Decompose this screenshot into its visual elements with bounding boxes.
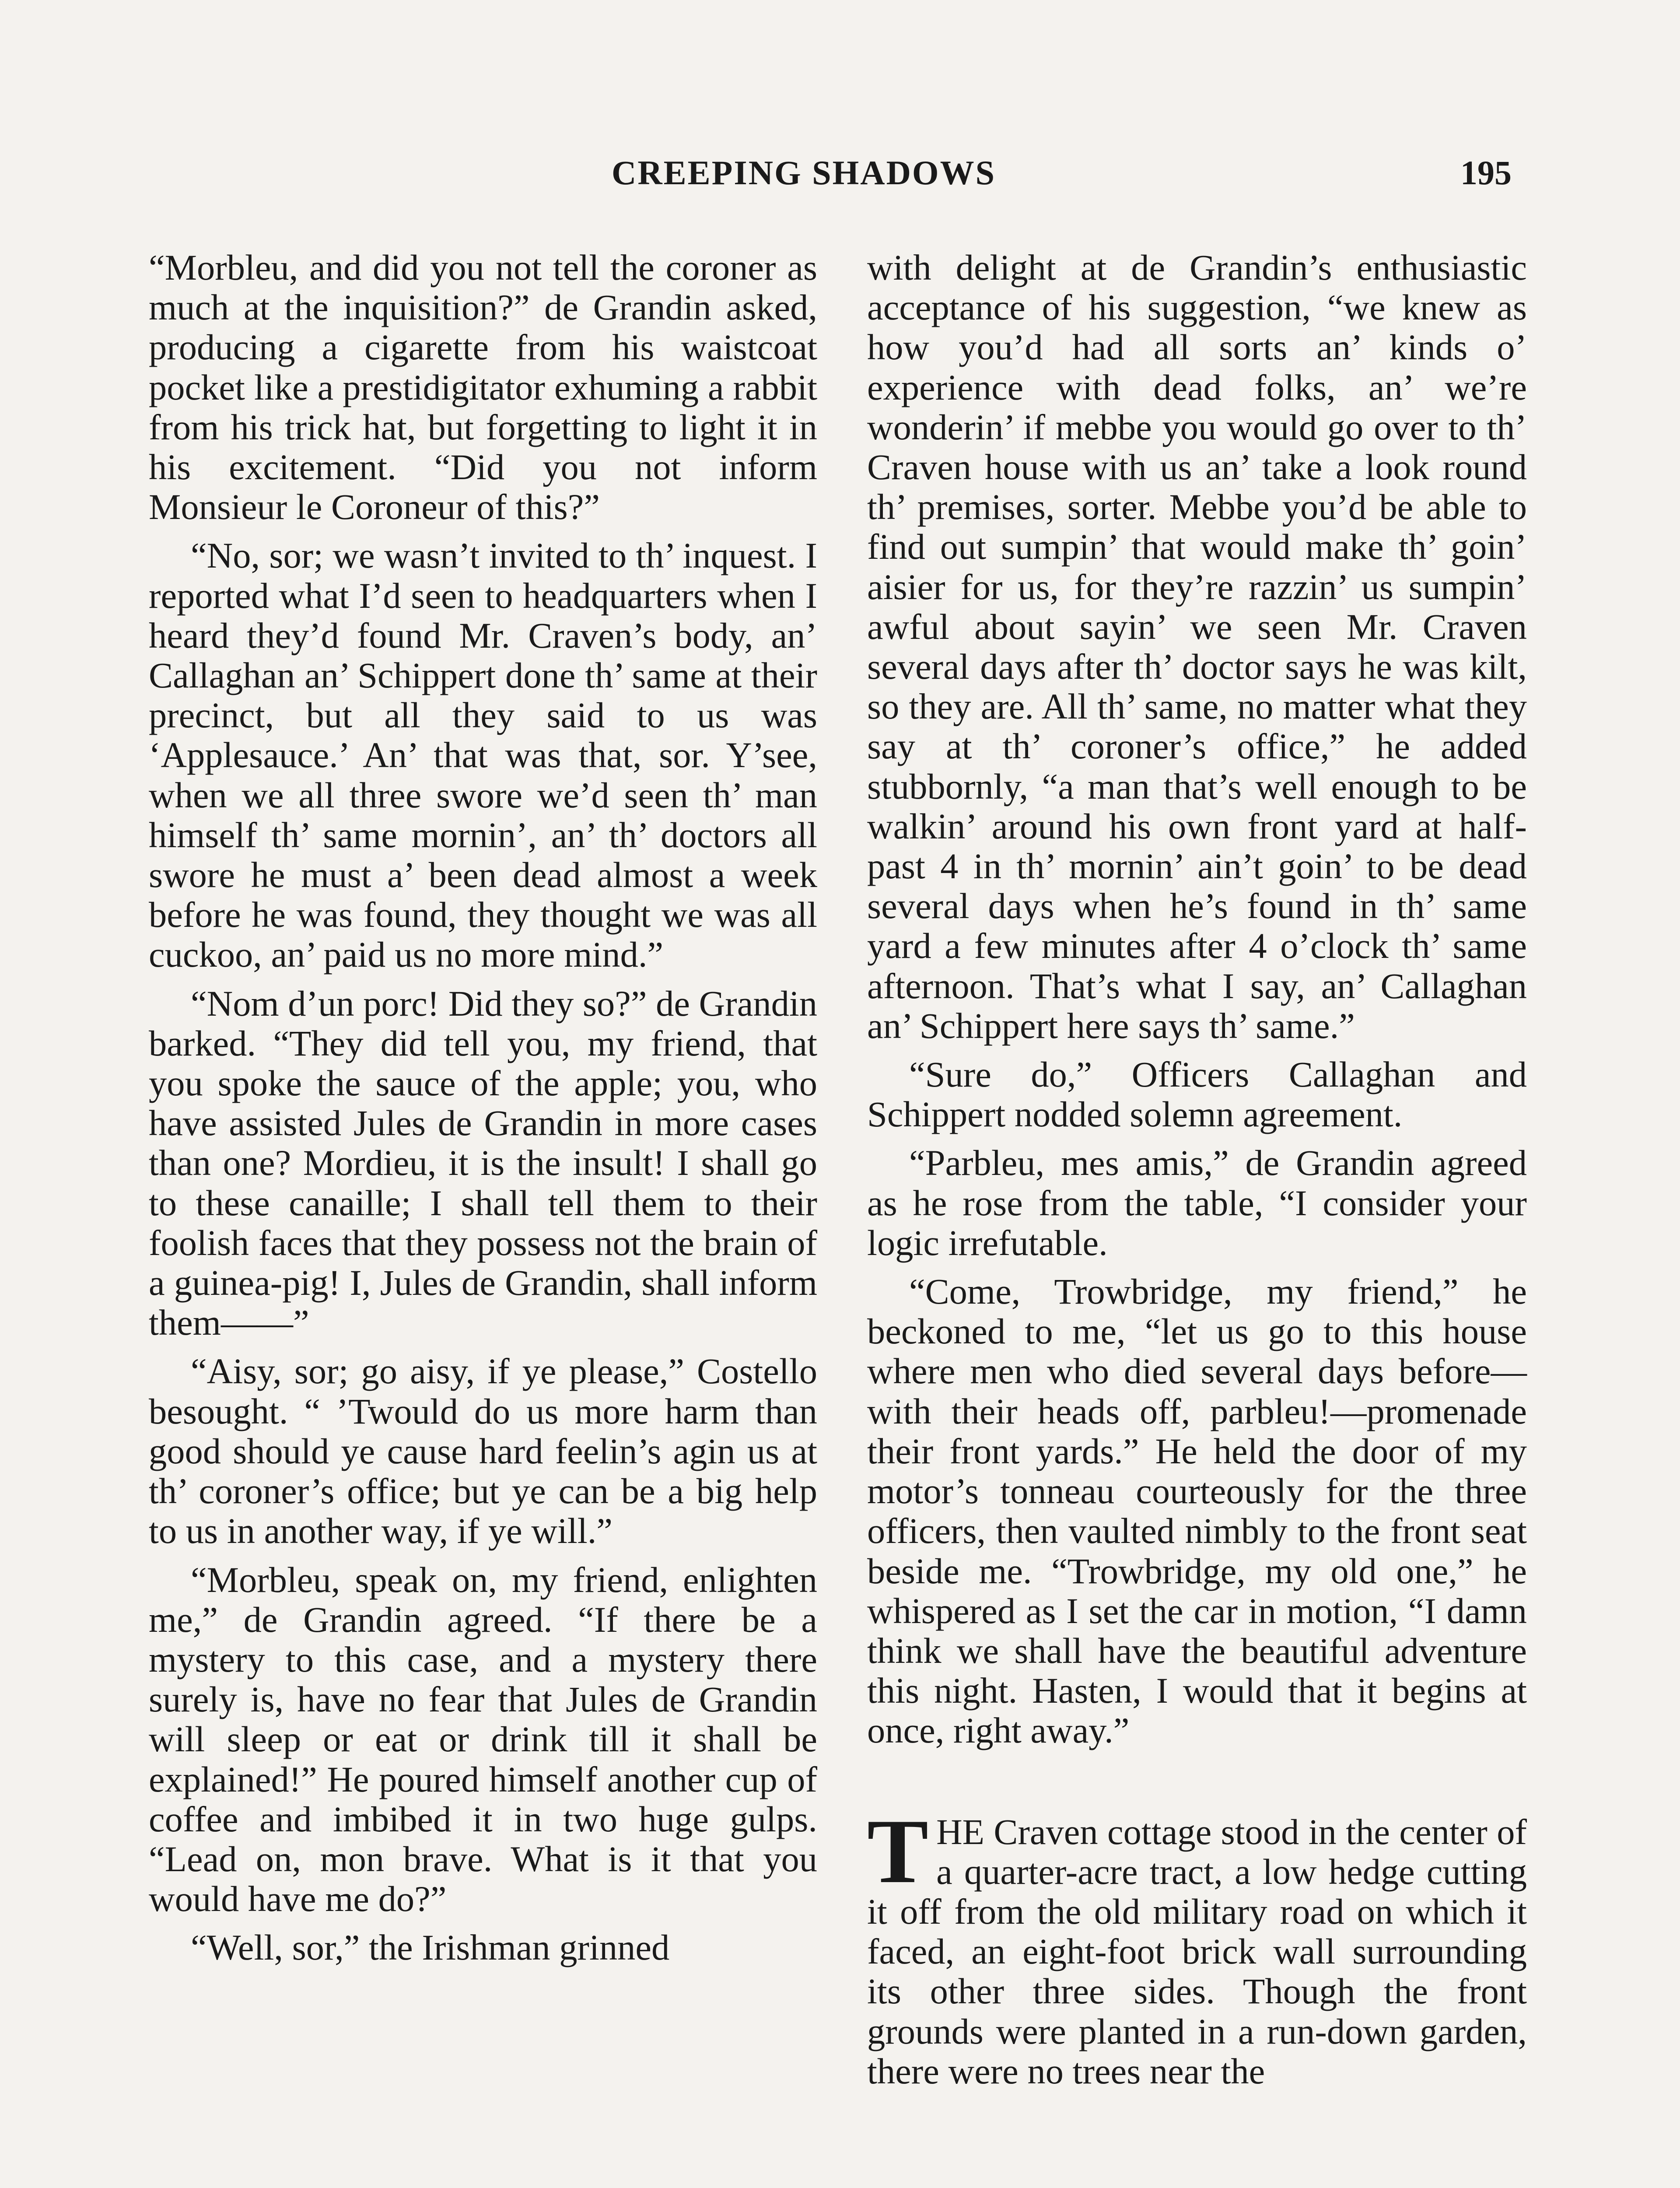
running-title: CREEPING SHADOWS: [612, 154, 996, 192]
paragraph: “Well, sor,” the Irishman grinned: [191, 1927, 670, 1968]
section-break: [867, 1760, 1527, 1812]
paragraph: “Morbleu, speak on, my friend, enlighten me,” de Grandin agreed. “If there be a mystery to this case, and a mystery there surely is, have no fear that Jules de Grandin will sleep or eat or drink till it shall be explained!” He poured himself another cup of coffee and imbibed it in two huge gulps. “Lead on, mon brave. What is it that you would have me do?”: [149, 1559, 817, 1919]
section-opening-paragraph: [867, 1800, 1527, 2091]
paragraph: “Sure do,” Officers Callaghan and Schippert nodded solemn agreement.: [867, 1054, 1527, 1135]
paragraph: “Parbleu, mes amis,” de Grandin agreed as he rose from the table, “I consider your logic irrefutable.: [867, 1143, 1527, 1263]
paragraph: “Morbleu, and did you not tell the coroner as much at the inquisition?” de Grandin asked, producing a cigarette from his waistcoat pocket like a prestidigitator exhuming a rabbit from his trick hat, but forgetting to light it in his excitement. “Did you not inform Monsieur le Coroneur of this?”: [149, 247, 817, 527]
paragraph: “Aisy, sor; go aisy, if ye please,” Costello besought. “ ’Twould do us more harm than good should ye cause hard feelin’s agin us at th’ coroner’s office; but ye can be a big help to us in another way, if ye will.”: [149, 1351, 817, 1551]
paragraph-text: Craven cottage stood in the center of a quarter-acre tract, a low hedge cutting it off from the old military road on which it faced, an eight-foot brick wall surrounding its other three sides. Though the front grounds were planted in a run-down garden, there were no trees near the: [867, 1811, 1527, 2091]
drop-cap: T: [867, 1800, 929, 1902]
right-column: [867, 248, 1527, 2100]
paragraph: “Nom d’un porc! Did they so?” de Grandin barked. “They did tell you, my friend, that you spoke the sauce of the apple; you, who have assisted Jules de Grandin in more cases than one? Mordieu, it is the insult! I shall go to these canaille; I shall tell them to their foolish faces that they possess not the brain of a guinea-pig! I, Jules de Grandin, shall inform them——”: [149, 983, 817, 1343]
paragraph: “No, sor; we wasn’t invited to th’ inquest. I reported what I’d seen to headquarters when I heard they’d found Mr. Craven’s body, an’ Callaghan an’ Schippert done th’ same at their precinct, but all they said to us was ‘Applesauce.’ An’ that was that, sor. Y’see, when we all three swore we’d seen th’ man himself th’ same mornin’, an’ th’ doctors all swore he must a’ been dead almost a week before he was found, they thought we was all cuckoo, an’ paid us no more mind.”: [149, 535, 817, 975]
small-caps-lead: HE: [936, 1811, 985, 1852]
paragraph: with delight at de Grandin’s enthusiastic acceptance of his suggestion, “we knew as how you’d had all sorts an’ kinds o’ experience with dead folks, an’ we’re wonderin’ if mebbe you would go over to th’ Craven house with us an’ take a look round th’ premises, sorter. Mebbe you’d be able to find out sumpin’ that would make th’ goin’ aisier for us, for they’re razzin’ us sumpin’ awful about sayin’ we seen Mr. Craven several days after th’ doctor says he was kilt, so they are. All th’ same, no matter what they say at th’ coroner’s office,” he added stubbornly, “a man that’s well enough to be walkin’ around his own front yard at half-past 4 in th’ mornin’ ain’t goin’ to be dead several days when he’s found in th’ same yard a few minutes after 4 o’clock th’ same afternoon. That’s what I say, an’ Callaghan an’ Schippert here says th’ same.”: [867, 247, 1527, 1046]
paragraph: “Come, Trowbridge, my friend,” he beckoned to me, “let us go to this house where men who died several days before—with their heads off, parbleu!—promenade their front yards.” He held the door of my motor’s tonneau courteously for the three officers, then vaulted nimbly to the front seat beside me. “Trowbridge, my old one,” he whispered as I set the car in motion, “I damn think we shall have the beautiful adventure this night. Hasten, I would that it begins at once, right away.”: [867, 1271, 1527, 1751]
left-column: [149, 248, 817, 1977]
page-number: 195: [1460, 154, 1512, 192]
